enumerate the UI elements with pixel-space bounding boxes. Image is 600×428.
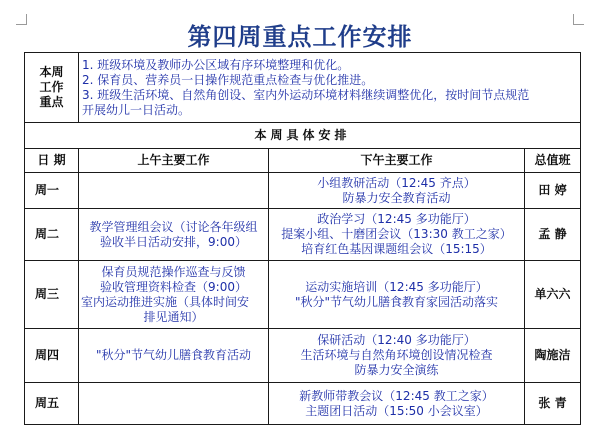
key-work-item: 3. 班级生活环境、自然角创设、室内外运动环境材料继续调整优化，按时间节点规范: [82, 87, 530, 102]
am-line: 室内运动推进实施（具体时间安: [81, 294, 250, 309]
header-date: 日 期: [25, 149, 79, 173]
pm-cell: [269, 329, 525, 383]
duty-cell: 孟 静: [525, 209, 581, 261]
table-row: [25, 173, 581, 209]
schedule-table: [24, 52, 581, 425]
pm-cell: [269, 173, 525, 209]
table-row: [25, 383, 581, 425]
key-work-label-line: 本周: [39, 65, 64, 79]
pm-cell: [269, 209, 525, 261]
pm-line: 培育红色基因课题组会议（15:15）: [301, 242, 492, 256]
key-work-item: 开展幼儿一日活动。: [82, 102, 191, 117]
am-line: "秋分"节气幼儿膳食教育活动: [95, 348, 252, 362]
header-duty: 总值班: [525, 149, 581, 173]
header-pm: 下午主要工作: [269, 149, 525, 173]
pm-cell: [269, 383, 525, 425]
pm-line: 运动实施培训（12:45 多功能厅）: [305, 279, 488, 294]
am-cell: [79, 261, 269, 329]
am-line: 验收管理资料检查（9:00）: [100, 279, 247, 294]
key-work-row: [25, 53, 581, 123]
pm-line: 防暴力安全教育活动: [342, 190, 451, 205]
duty-cell: 单六六: [525, 261, 581, 329]
key-work-item: 1. 班级环境及教师办公区域有序环境整理和优化。: [82, 57, 350, 72]
pm-line: "秋分"节气幼儿膳食教育家园活动落实: [294, 294, 499, 309]
page-title: 第四周重点工作安排: [187, 23, 413, 51]
duty-cell: 陶施洁: [525, 329, 581, 383]
day-cell: 周三: [25, 261, 79, 329]
day-cell: 周一: [25, 173, 79, 209]
am-line: 验收半日活动安排，9:00）: [100, 234, 247, 249]
header-row: [25, 149, 581, 173]
pm-line: 主题团日活动（15:50 小会议室）: [305, 403, 488, 418]
duty-cell: 田 婷: [525, 173, 581, 209]
table-row: [25, 209, 581, 261]
pm-line: 小组教研活动（12:45 齐点）: [317, 175, 476, 190]
duty-cell: 张 青: [525, 383, 581, 425]
am-cell: [79, 329, 269, 383]
key-work-item: 2. 保育员、营养员一日操作规范重点检查与优化推进。: [82, 72, 374, 87]
table-row: [25, 261, 581, 329]
pm-line: 防暴力安全演练: [354, 363, 439, 377]
table-row: [25, 329, 581, 383]
am-line: 教学管理组会议（讨论各年级组: [89, 219, 258, 234]
pm-line: 新教师带教会议（12:45 教工之家）: [299, 388, 494, 403]
header-am: 上午主要工作: [79, 149, 269, 173]
key-work-label: [25, 53, 79, 123]
pm-cell: [269, 261, 525, 329]
day-cell: 周四: [25, 329, 79, 383]
am-cell: [79, 209, 269, 261]
schedule-title: 本周具体安排: [25, 123, 581, 149]
key-work-label-line: 工作: [39, 80, 64, 94]
am-cell: [79, 173, 269, 209]
key-work-label-line: 重点: [39, 95, 64, 109]
pm-line: 政治学习（12:45 多功能厅）: [317, 212, 476, 226]
key-work-content: [79, 53, 581, 123]
day-cell: 周五: [25, 383, 79, 425]
am-line: 保育员规范操作巡查与反馈: [101, 264, 246, 279]
am-line: 排见通知）: [143, 309, 204, 324]
am-cell: [79, 383, 269, 425]
day-cell: 周二: [25, 209, 79, 261]
pm-line: 保研活动（12:40 多功能厅）: [317, 333, 476, 347]
pm-line: 提案小组、十磨团会议（13:30 教工之家）: [281, 227, 512, 241]
schedule-title-row: [25, 123, 581, 149]
pm-line: 生活环境与自然角环境创设情况检查: [300, 348, 493, 362]
